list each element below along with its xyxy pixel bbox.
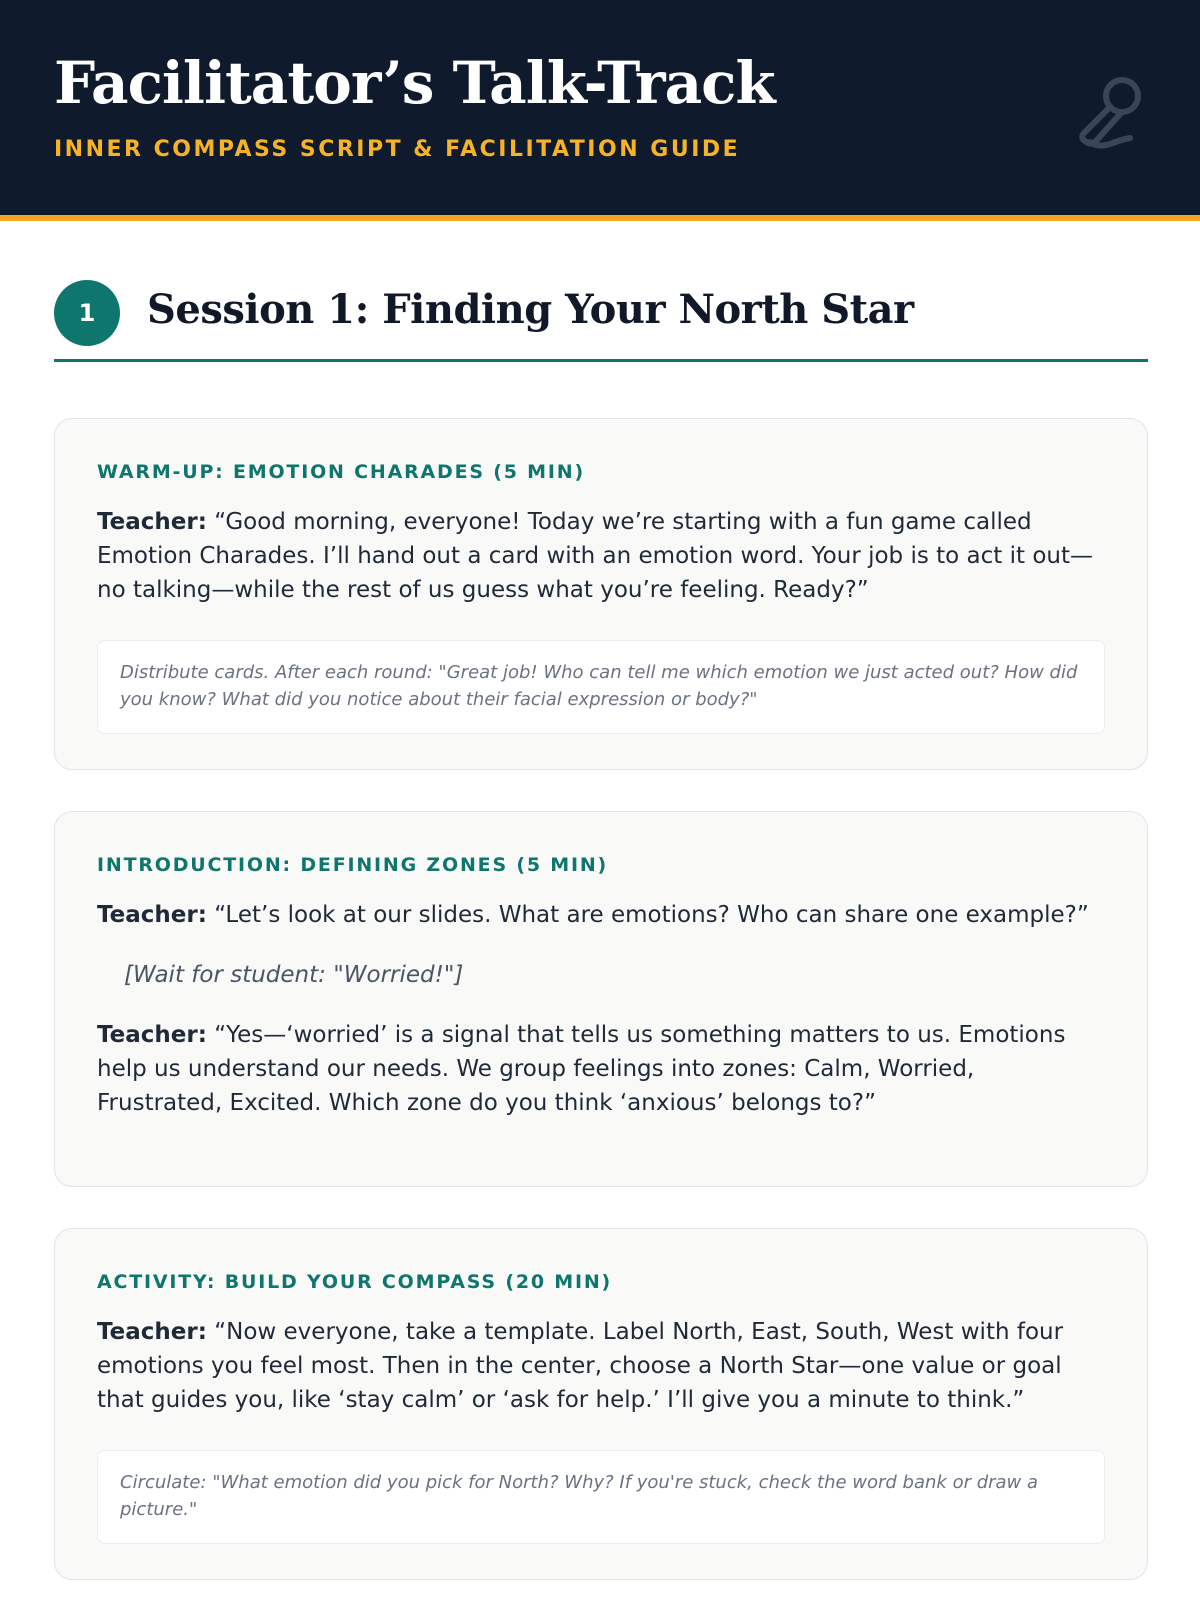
wait-cue: [Wait for student: "Worried!"]	[124, 962, 464, 988]
speaker-label: Teacher:	[97, 1022, 207, 1048]
page-header	[0, 0, 1200, 221]
segment-card-warmup	[54, 418, 1148, 770]
teacher-line	[97, 898, 1105, 932]
teacher-line	[97, 1018, 1105, 1120]
segment-card-activity	[54, 1228, 1148, 1580]
teacher-line	[97, 1315, 1105, 1417]
session-title: Session 1: Finding Your North Star	[147, 286, 914, 333]
teacher-script: “Yes—‘worried’ is a signal that tells us something matters to us. Emotions help us understand our needs. We group feelings into zones: Calm, Worried, Frustrated, Excited. Which zone do you think ‘anxious’ belongs to?”	[97, 1022, 1066, 1116]
speaker-label: Teacher:	[97, 1319, 207, 1345]
segment-label: WARM-UP: EMOTION CHARADES (5 MIN)	[97, 461, 585, 483]
page-title: Facilitator’s Talk-Track	[54, 49, 775, 117]
page-subtitle: INNER COMPASS SCRIPT & FACILITATION GUIDE	[54, 137, 741, 162]
teacher-script: “Good morning, everyone! Today we’re starting with a fun game called Emotion Charades. I’ll hand out a card with an emotion word. Your job is to act it out—no talking—while the rest of us guess what you’re feeling. Ready?”	[97, 509, 1094, 603]
teacher-line	[97, 505, 1105, 607]
segment-card-introduction	[54, 811, 1148, 1187]
microphone-icon	[1076, 70, 1148, 150]
facilitator-note: Circulate: "What emotion did you pick for North? Why? If you're stuck, check the word bank or draw a picture."	[97, 1450, 1105, 1544]
session-number-badge: 1	[54, 280, 120, 346]
session-heading	[54, 280, 1148, 362]
segment-label: INTRODUCTION: DEFINING ZONES (5 MIN)	[97, 854, 609, 876]
teacher-script: “Now everyone, take a template. Label North, East, South, West with four emotions you feel most. Then in the center, choose a North Star—one value or goal that guides you, like ‘stay calm’ or ‘ask for help.’ I’ll give you a minute to think.”	[97, 1319, 1064, 1413]
teacher-script: “Let’s look at our slides. What are emotions? Who can share one example?”	[206, 902, 1089, 928]
speaker-label: Teacher:	[97, 509, 207, 535]
speaker-label: Teacher:	[97, 902, 207, 928]
facilitator-note: Distribute cards. After each round: "Great job! Who can tell me which emotion we just acted out? How did you know? What did you notice about their facial expression or body?"	[97, 640, 1105, 734]
segment-label: ACTIVITY: BUILD YOUR COMPASS (20 MIN)	[97, 1271, 613, 1293]
